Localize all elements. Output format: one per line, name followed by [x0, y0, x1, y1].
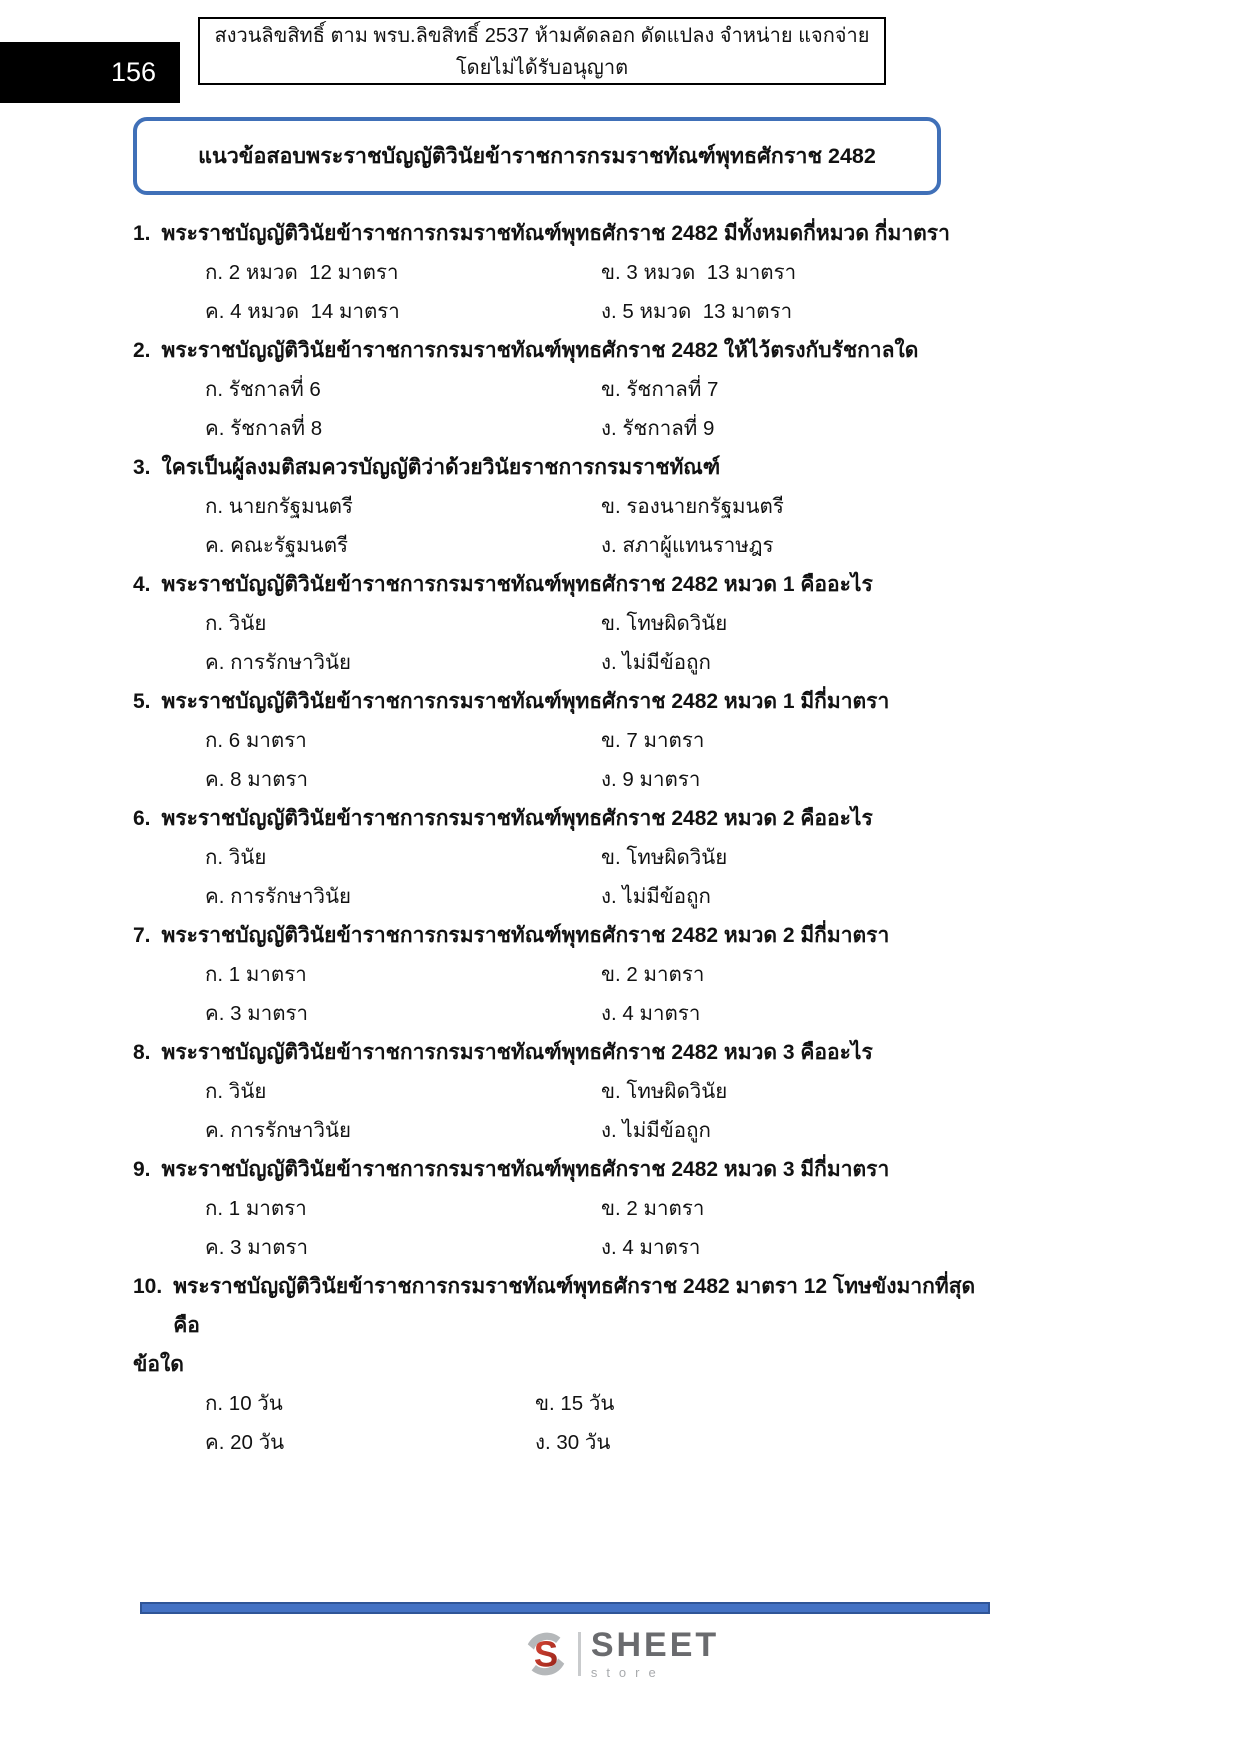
answer-options	[133, 487, 991, 565]
sheet-store-logo	[0, 1628, 1241, 1679]
question-heading	[133, 1150, 991, 1189]
question-heading	[133, 916, 991, 955]
option-d: ง. สภาผู้แทนราษฎร	[601, 534, 774, 557]
option-c: ค. 8 มาตรา	[205, 768, 309, 791]
question-text: พระราชบัญญัติวินัยข้าราชการกรมราชทัณฑ์พุทธศักราช 2482 หมวด 3 คืออะไร	[161, 1041, 873, 1064]
question-block	[133, 916, 991, 1033]
option-b: ข. 2 มาตรา	[601, 1197, 705, 1220]
question-number: 2.	[133, 339, 151, 362]
option-c: ค. 3 มาตรา	[205, 1236, 309, 1259]
question-number: 9.	[133, 1158, 151, 1181]
option-b: ข. 2 มาตรา	[601, 963, 705, 986]
answer-options	[133, 1384, 991, 1462]
option-a: ก. นายกรัฐมนตรี	[205, 495, 353, 518]
option-c: ค. รัชกาลที่ 8	[205, 417, 323, 440]
option-c: ค. การรักษาวินัย	[205, 1119, 352, 1142]
exam-title-box	[133, 117, 941, 195]
question-block	[133, 799, 991, 916]
option-b: ข. โทษผิดวินัย	[601, 846, 728, 869]
question-heading	[133, 799, 991, 838]
question-text: พระราชบัญญัติวินัยข้าราชการกรมราชทัณฑ์พุทธศักราช 2482 หมวด 2 มีกี่มาตรา	[161, 924, 890, 947]
question-block	[133, 1150, 991, 1267]
logo-separator	[578, 1632, 581, 1676]
question-text: พระราชบัญญัติวินัยข้าราชการกรมราชทัณฑ์พุทธศักราช 2482 หมวด 3 มีกี่มาตรา	[161, 1158, 890, 1181]
question-text: พระราชบัญญัติวินัยข้าราชการกรมราชทัณฑ์พุทธศักราช 2482 หมวด 1 คืออะไร	[161, 573, 873, 596]
question-number: 10.	[133, 1275, 163, 1298]
answer-options	[133, 955, 991, 1033]
question-number: 1.	[133, 222, 151, 245]
option-c: ค. การรักษาวินัย	[205, 651, 352, 674]
question-block	[133, 214, 991, 331]
question-number: 4.	[133, 573, 151, 596]
option-a: ก. 6 มาตรา	[205, 729, 307, 752]
question-text: ใครเป็นผู้ลงมติสมควรบัญญัติว่าด้วยวินัยราชการกรมราชทัณฑ์	[161, 456, 721, 479]
answer-options	[133, 1189, 991, 1267]
option-a: ก. 1 มาตรา	[205, 1197, 307, 1220]
copyright-notice-box	[198, 17, 886, 85]
option-d: ง. 5 หมวด 13 มาตรา	[601, 300, 793, 323]
answer-options	[133, 721, 991, 799]
option-a: ก. 2 หมวด 12 มาตรา	[205, 261, 399, 284]
option-d: ง. ไม่มีข้อถูก	[601, 885, 711, 908]
question-text: พระราชบัญญัติวินัยข้าราชการกรมราชทัณฑ์พุทธศักราช 2482 หมวด 1 มีกี่มาตรา	[161, 690, 890, 713]
question-block	[133, 1267, 991, 1462]
question-heading	[133, 214, 991, 253]
option-b: ข. 7 มาตรา	[601, 729, 705, 752]
question-block	[133, 565, 991, 682]
question-block	[133, 448, 991, 565]
question-text: พระราชบัญญัติวินัยข้าราชการกรมราชทัณฑ์พุทธศักราช 2482 หมวด 2 คืออะไร	[161, 807, 873, 830]
logo-title: SHEET	[590, 1626, 720, 1664]
question-text: พระราชบัญญัติวินัยข้าราชการกรมราชทัณฑ์พุทธศักราช 2482 ให้ไว้ตรงกับรัชกาลใด	[161, 339, 919, 362]
question-heading	[133, 1267, 991, 1345]
copyright-text: สงวนลิขสิทธิ์ ตาม พรบ.ลิขสิทธิ์ 2537 ห้ามคัดลอก ดัดแปลง จำหน่าย แจกจ่าย โดยไม่ได้รับอนุญาต	[214, 25, 870, 79]
option-b: ข. โทษผิดวินัย	[601, 1080, 728, 1103]
question-block	[133, 331, 991, 448]
answer-options	[133, 838, 991, 916]
question-heading	[133, 565, 991, 604]
logo-s-icon	[522, 1630, 570, 1678]
question-number: 6.	[133, 807, 151, 830]
question-heading	[133, 682, 991, 721]
page-number-badge	[0, 42, 180, 103]
option-b: ข. รองนายกรัฐมนตรี	[601, 495, 784, 518]
option-c: ค. 20 วัน	[205, 1431, 285, 1454]
option-d: ง. 4 มาตรา	[601, 1002, 701, 1025]
option-c: ค. การรักษาวินัย	[205, 885, 352, 908]
option-d: ง. รัชกาลที่ 9	[601, 417, 715, 440]
option-d: ง. ไม่มีข้อถูก	[601, 1119, 711, 1142]
svg-text:S: S	[533, 1632, 558, 1674]
option-b: ข. โทษผิดวินัย	[601, 612, 728, 635]
question-heading	[133, 331, 991, 370]
option-a: ก. 1 มาตรา	[205, 963, 307, 986]
option-d: ง. 30 วัน	[535, 1431, 611, 1454]
answer-options	[133, 370, 991, 448]
question-text: พระราชบัญญัติวินัยข้าราชการกรมราชทัณฑ์พุทธศักราช 2482 มีทั้งหมดกี่หมวด กี่มาตรา	[161, 222, 950, 245]
question-number: 5.	[133, 690, 151, 713]
logo-text	[591, 1628, 719, 1679]
question-number: 7.	[133, 924, 151, 947]
answer-options	[133, 1072, 991, 1150]
option-b: ข. รัชกาลที่ 7	[601, 378, 719, 401]
option-d: ง. 9 มาตรา	[601, 768, 701, 791]
question-number: 8.	[133, 1041, 151, 1064]
option-c: ค. 4 หมวด 14 มาตรา	[205, 300, 400, 323]
option-a: ก. วินัย	[205, 612, 267, 635]
question-text-continued: ข้อใด	[133, 1353, 184, 1376]
option-a: ก. 10 วัน	[205, 1392, 283, 1415]
option-c: ค. คณะรัฐมนตรี	[205, 534, 349, 557]
question-list	[133, 214, 991, 1462]
question-block	[133, 1033, 991, 1150]
option-a: ก. วินัย	[205, 1080, 267, 1103]
footer-divider	[140, 1602, 990, 1614]
answer-options	[133, 253, 991, 331]
option-d: ง. ไม่มีข้อถูก	[601, 651, 711, 674]
option-a: ก. วินัย	[205, 846, 267, 869]
option-a: ก. รัชกาลที่ 6	[205, 378, 321, 401]
question-number: 3.	[133, 456, 151, 479]
answer-options	[133, 604, 991, 682]
question-heading	[133, 448, 991, 487]
page-number: 156	[110, 57, 156, 87]
exam-title: แนวข้อสอบพระราชบัญญัติวินัยข้าราชการกรมราชทัณฑ์พุทธศักราช 2482	[198, 144, 876, 168]
logo-subtitle: store	[590, 1665, 665, 1680]
question-block	[133, 682, 991, 799]
question-text: พระราชบัญญัติวินัยข้าราชการกรมราชทัณฑ์พุทธศักราช 2482 มาตรา 12 โทษขังมากที่สุดคือ	[173, 1275, 976, 1337]
option-c: ค. 3 มาตรา	[205, 1002, 309, 1025]
question-heading	[133, 1033, 991, 1072]
option-d: ง. 4 มาตรา	[601, 1236, 701, 1259]
option-b: ข. 15 วัน	[535, 1392, 615, 1415]
option-b: ข. 3 หมวด 13 มาตรา	[601, 261, 797, 284]
